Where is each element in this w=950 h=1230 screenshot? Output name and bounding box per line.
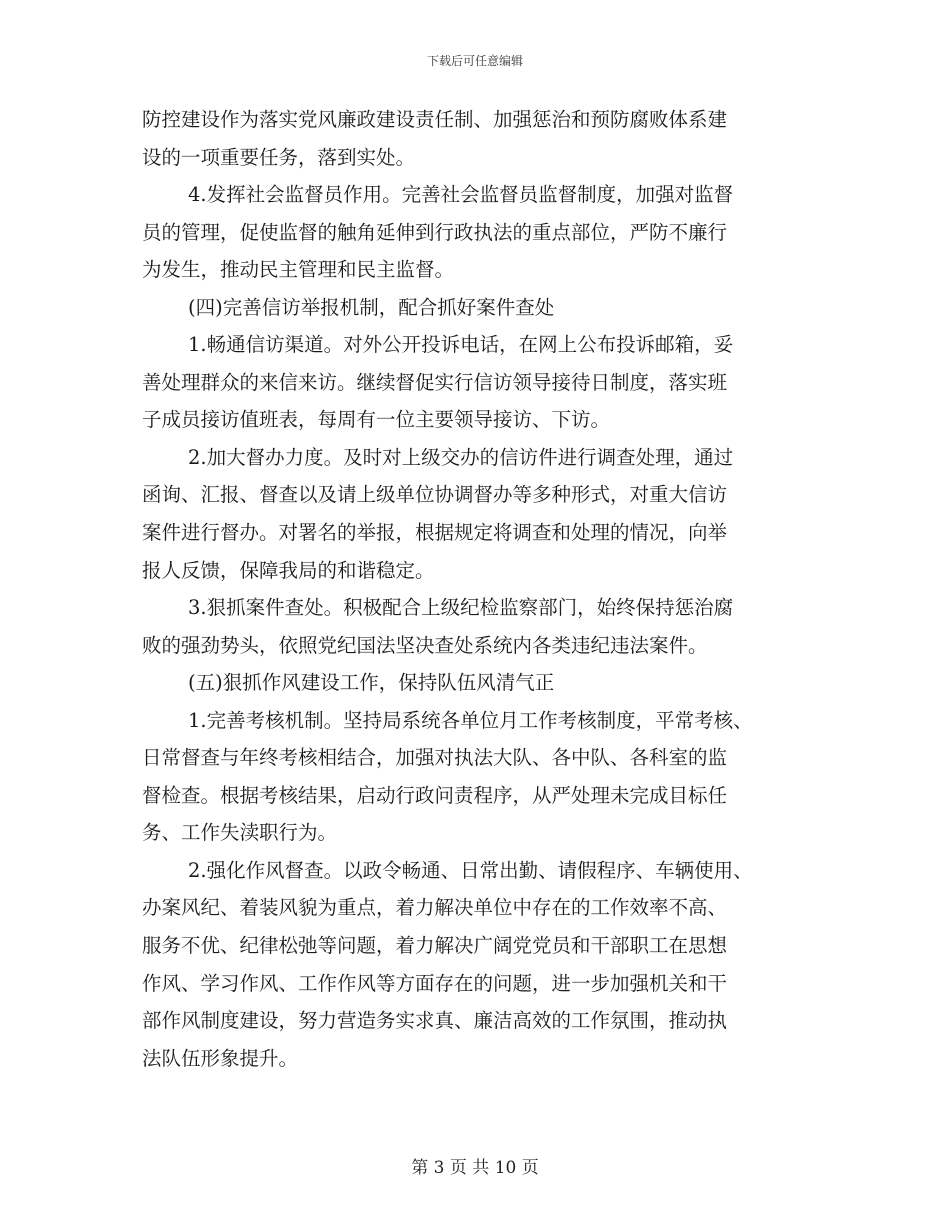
text-line: 设的一项重要任务，落到实处。 — [142, 145, 416, 169]
text-line: 3.狠抓案件查处。积极配合上级纪检监察部门，始终保持惩治腐 — [188, 596, 734, 620]
text-line: 服务不优、纪律松弛等问题，着力解决广阔党党员和干部职工在思想 — [142, 934, 728, 958]
text-line: 子成员接访值班表，每周有一位主要领导接访、下访。 — [142, 408, 611, 432]
text-line: 办案风纪、着装风貌为重点，着力解决单位中存在的工作效率不高、 — [142, 896, 728, 920]
document-body — [142, 101, 814, 1077]
text-line: (四)完善信访举报机制，配合抓好案件查处 — [188, 295, 555, 319]
text-line: 督检查。根据考核结果，启动行政问责程序，从严处理未完成目标任 — [142, 783, 728, 807]
page-header: 下载后可任意编辑 — [426, 54, 523, 68]
text-line: 部作风制度建设，努力营造务实求真、廉洁高效的工作氛围，推动执 — [142, 1009, 728, 1033]
text-line: 法队伍形象提升。 — [142, 1046, 299, 1070]
text-line: 作风、学习作风、工作作风等方面存在的问题，进一步加强机关和干 — [142, 971, 728, 995]
text-line: 善处理群众的来信来访。继续督促实行信访领导接待日制度，落实班 — [142, 370, 728, 394]
text-line: 为发生，推动民主管理和民主监督。 — [142, 258, 455, 282]
text-line: 员的管理，促使监督的触角延伸到行政执法的重点部位，严防不廉行 — [142, 220, 728, 244]
text-line: (五)狠抓作风建设工作，保持队伍风清气正 — [188, 671, 555, 695]
text-line: 1.完善考核机制。坚持局系统各单位月工作考核制度，平常考核、 — [188, 708, 753, 732]
text-line: 报人反馈，保障我局的和谐稳定。 — [142, 558, 435, 582]
text-line: 函询、汇报、督查以及请上级单位协调督办等多种形式，对重大信访 — [142, 483, 728, 507]
page-number: 第 3 页 共 10 页 — [411, 1158, 539, 1178]
text-line: 日常督查与年终考核相结合，加强对执法大队、各中队、各科室的监 — [142, 746, 728, 770]
text-line: 败的强劲势头，依照党纪国法坚决查处系统内各类违纪违法案件。 — [142, 633, 708, 657]
text-line: 防控建设作为落实党风廉政建设责任制、加强惩治和预防腐败体系建 — [142, 108, 728, 131]
text-line: 1.畅通信访渠道。对外公开投诉电话，在网上公布投诉邮箱，妥 — [188, 333, 734, 357]
text-line: 案件进行督办。对署名的举报，根据规定将调查和处理的情况，向举 — [142, 521, 728, 545]
text-line: 2.强化作风督查。以政令畅通、日常出勤、请假程序、车辆使用、 — [188, 858, 753, 882]
text-line: 4.发挥社会监督员作用。完善社会监督员监督制度，加强对监督 — [188, 183, 734, 207]
text-line: 2.加大督办力度。及时对上级交办的信访件进行调查处理，通过 — [188, 445, 734, 469]
text-line: 务、工作失渎职行为。 — [142, 821, 338, 845]
